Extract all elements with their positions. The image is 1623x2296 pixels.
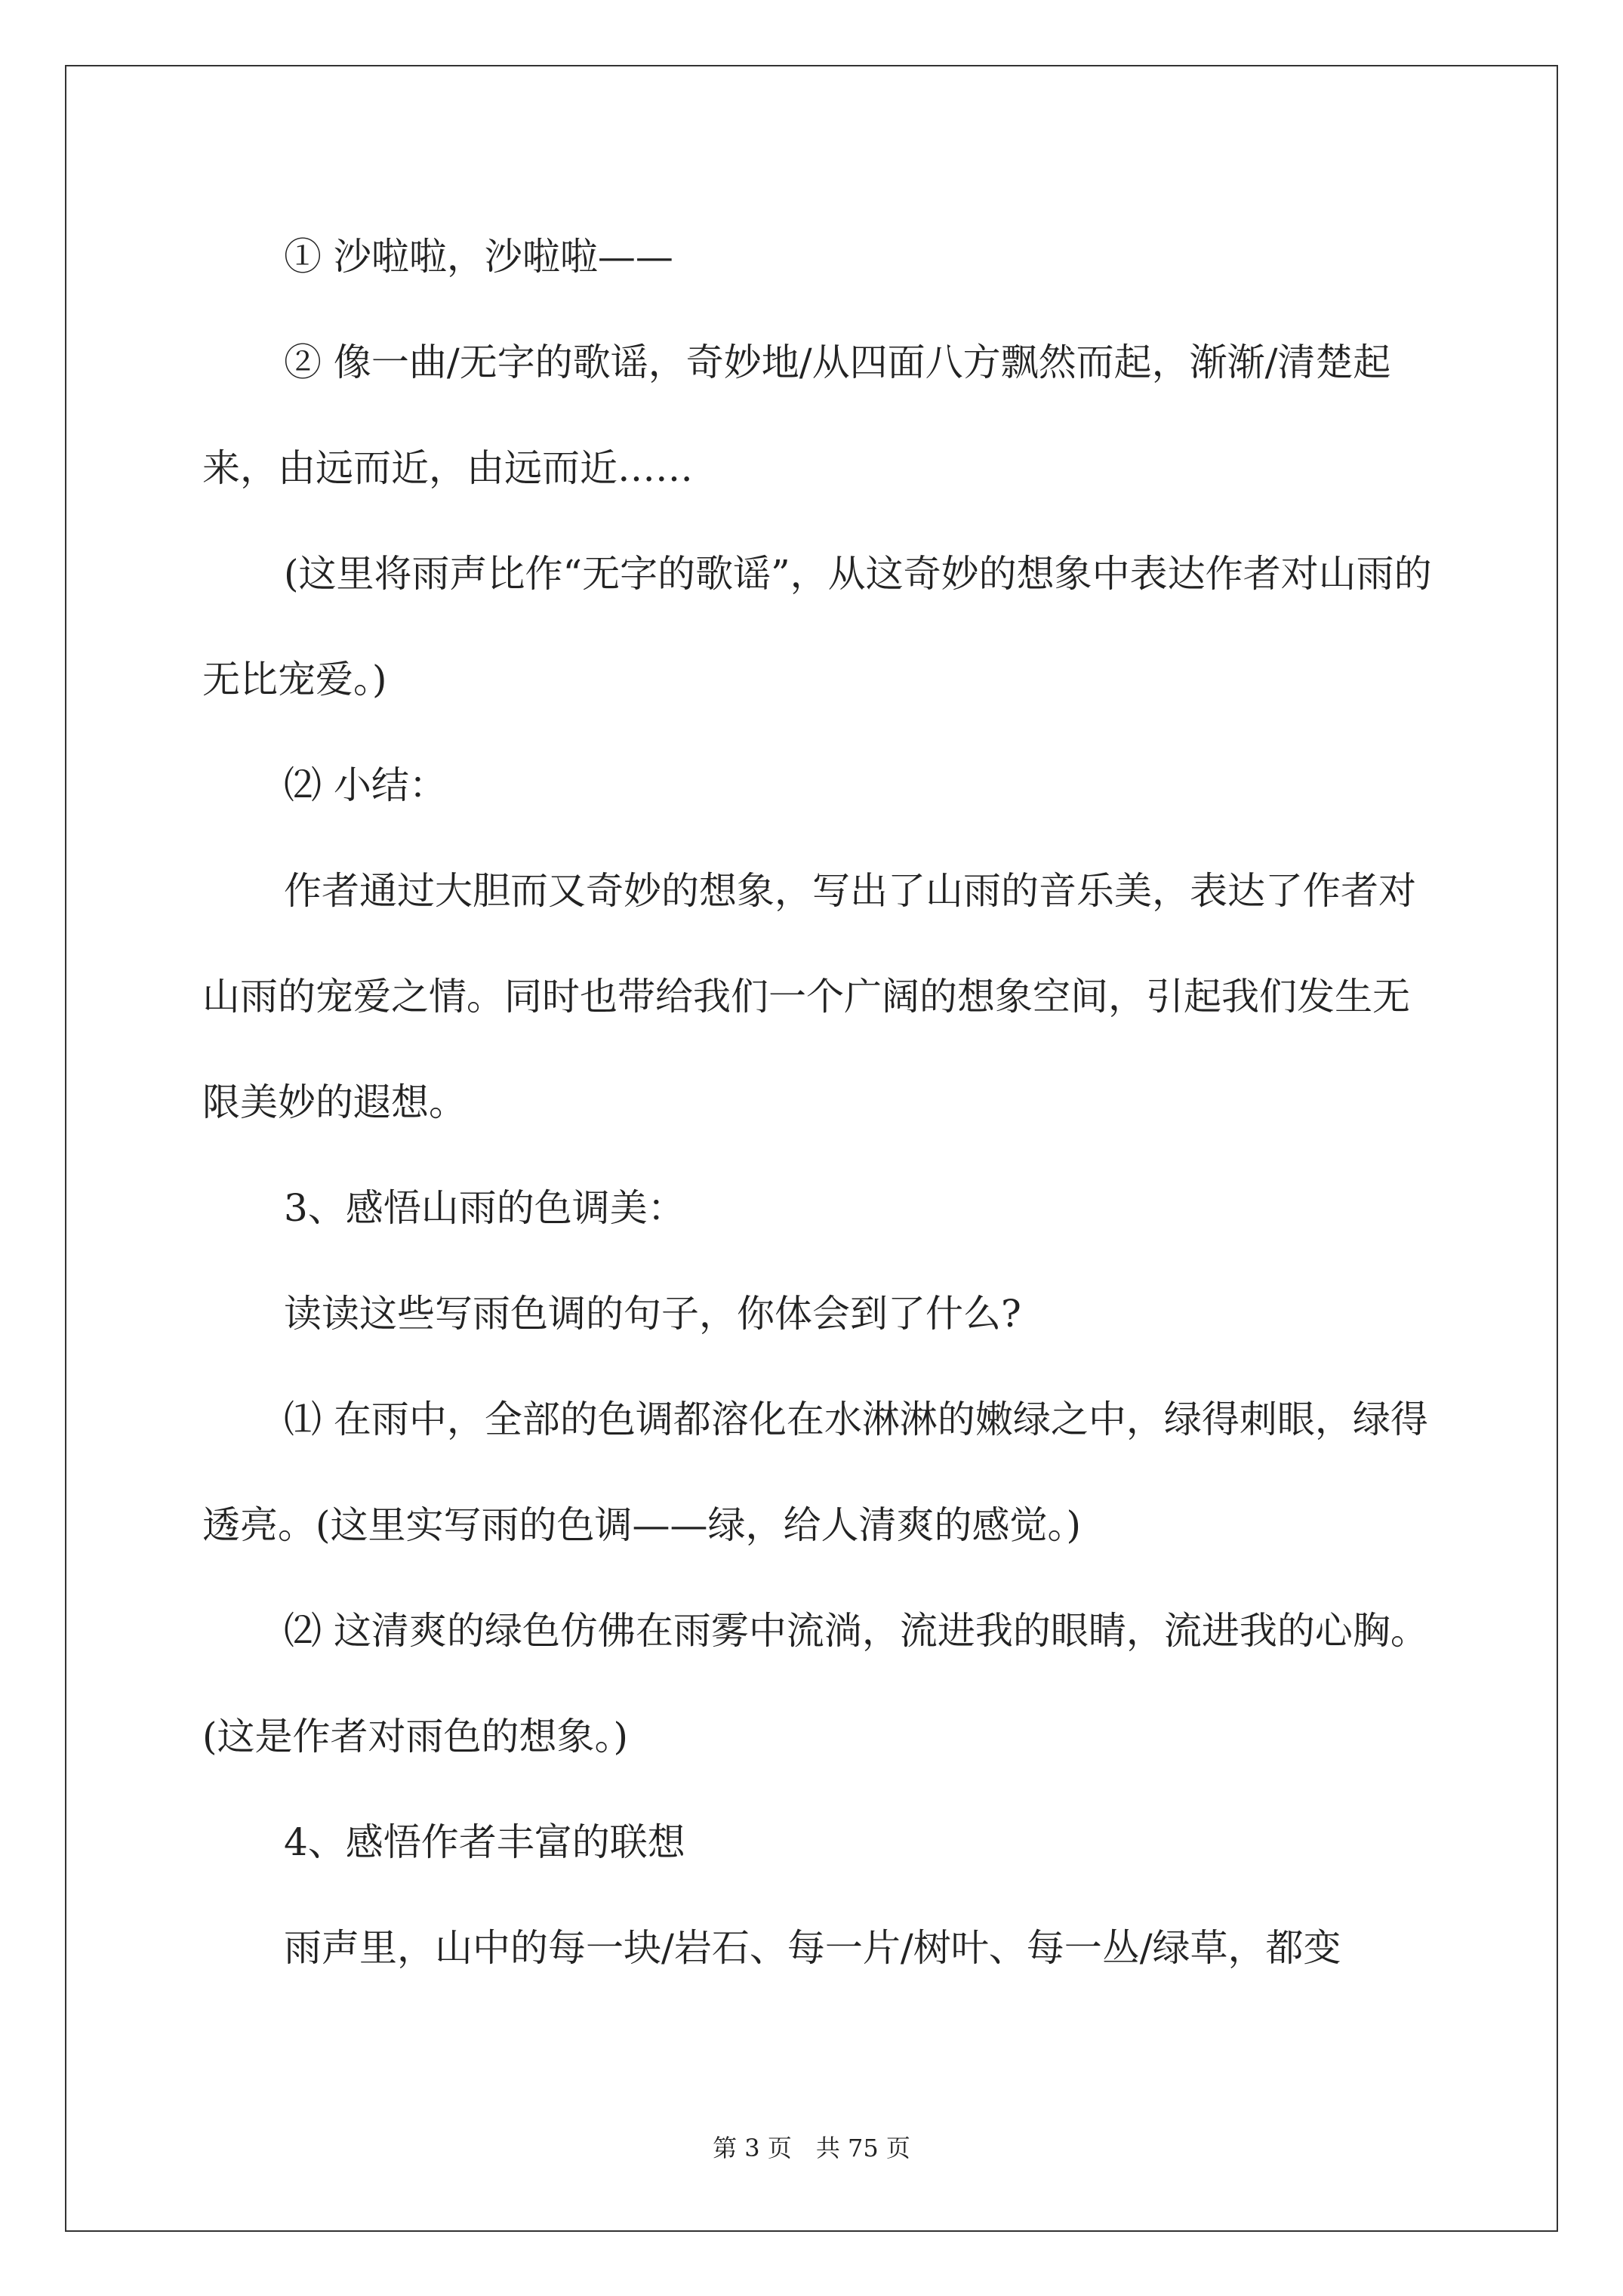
paragraph-11: 雨声里，山中的每一块/岩石、每一片/树叶、每一丛/绿草，都变 xyxy=(284,1926,1341,1970)
paragraph-10: 4、感悟作者丰富的联想 xyxy=(284,1820,685,1864)
paragraph-9: ⑵ 这清爽的绿色仿佛在雨雾中流淌，流进我的眼睛，流进我的心胸。(这是作者对雨色的想象。) xyxy=(202,1609,1428,1758)
paragraph-5: 作者通过大胆而又奇妙的想象，写出了山雨的音乐美，表达了作者对山雨的宠爱之情。同时也带给我们一个广阔的想象空间，引起我们发生无限美妙的遐想。 xyxy=(202,869,1416,1124)
document-body xyxy=(202,204,1440,2001)
paragraph-1: ① 沙啦啦，沙啦啦—— xyxy=(284,235,673,279)
page-number-footer: 第 3 页 共 75 页 xyxy=(713,2134,910,2162)
paragraph-4: ⑵ 小结： xyxy=(284,763,447,807)
paragraph-7: 读读这些写雨色调的句子，你体会到了什么? xyxy=(284,1292,1021,1336)
paragraph-6: 3、感悟山雨的色调美： xyxy=(284,1186,685,1230)
paragraph-3: (这里将雨声比作“无字的歌谣”，从这奇妙的想象中表达作者对山雨的无比宠爱。) xyxy=(202,552,1432,701)
paragraph-2: ② 像一曲/无字的歌谣，奇妙地/从四面八方飘然而起，渐渐/清楚起来，由远而近，由远而近…… xyxy=(202,341,1391,490)
paragraph-8: ⑴ 在雨中，全部的色调都溶化在水淋淋的嫩绿之中，绿得刺眼，绿得透亮。(这里实写雨的色调——绿，给人清爽的感觉。) xyxy=(202,1398,1428,1547)
